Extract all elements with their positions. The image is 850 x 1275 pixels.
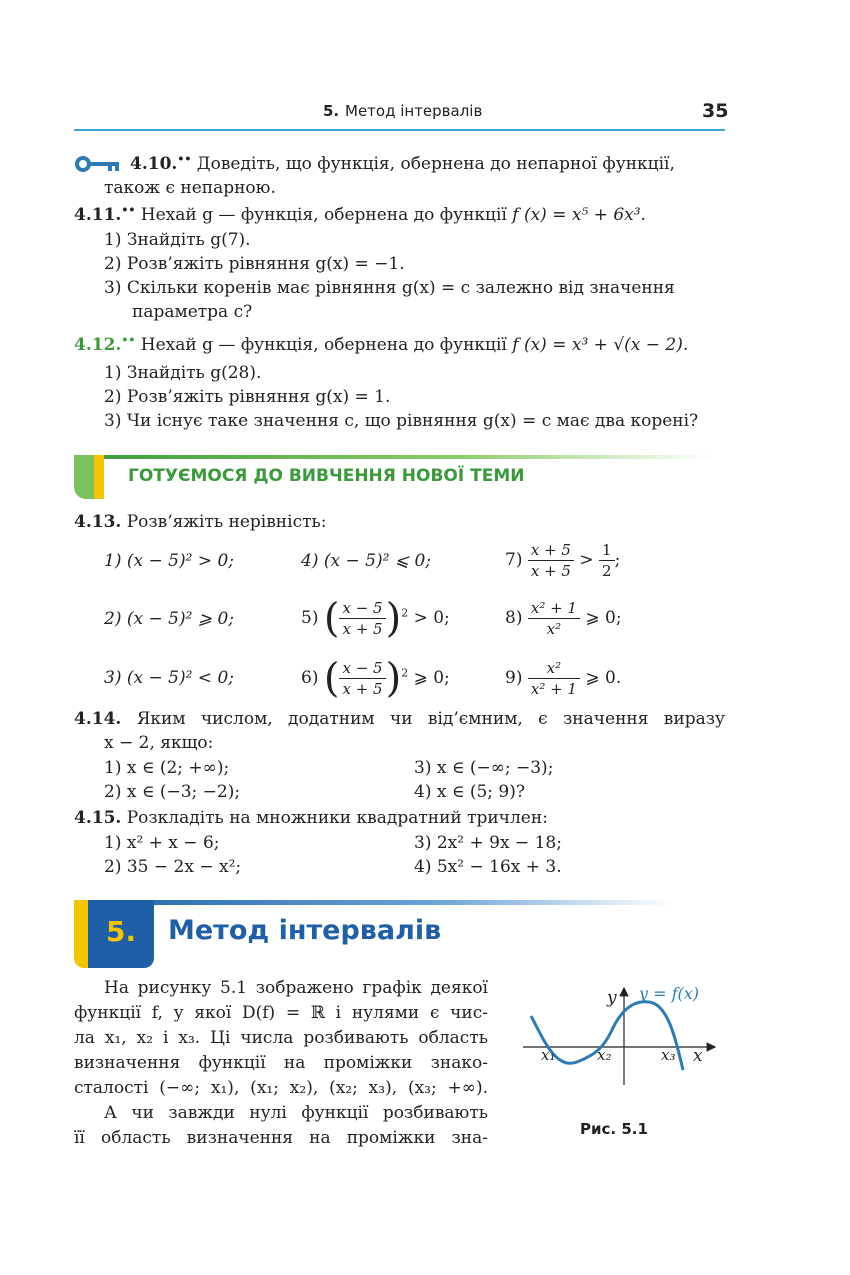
page-number: 35 bbox=[702, 100, 729, 122]
item: 1) Знайдіть g(28). bbox=[104, 363, 262, 383]
item-5: 5) ( $\frac{x - 5}{x + 5}$ )$^2$ > 0; bbox=[301, 595, 450, 642]
item: 2) Розв’яжіть рівняння g(x) = −1. bbox=[104, 254, 405, 274]
item: 2) Розв’яжіть рівняння g(x) = 1. bbox=[104, 387, 391, 407]
problem-4-12: 4.12.•• Нехай g — функція, обернена до функції f (x) = x³ + √(x − 2). bbox=[74, 333, 689, 355]
body-line: визначення функції на проміжки знако- bbox=[74, 1053, 488, 1073]
problem-text: Розкладіть на множники квадратний тричлен: bbox=[126, 808, 548, 828]
banner-title: ГОТУЄМОСЯ ДО ВИВЧЕННЯ НОВОЇ ТЕМИ bbox=[128, 466, 525, 486]
item: 4) 5x² − 16x + 3. bbox=[414, 857, 562, 877]
problem-text: Нехай g — функція, обернена до функції bbox=[140, 205, 507, 225]
problem-text: Розв’яжіть нерівність: bbox=[126, 512, 327, 532]
item-8: 8) $\frac{\text{x² + 1}}{\text{x²}}$ ⩾ 0; bbox=[505, 599, 622, 638]
body-line: А чи завжди нулі функції розбивають bbox=[104, 1103, 488, 1123]
header-rule bbox=[74, 129, 725, 131]
body-line: її область визначення на проміжки зна- bbox=[74, 1128, 488, 1148]
problem-number: 4.12. bbox=[74, 335, 122, 355]
item-6: 6) ( $\frac{x - 5}{x + 5}$ )$^2$ ⩾ 0; bbox=[301, 655, 450, 702]
problem-text: Доведіть, що функція, обернена до непарної функції, bbox=[196, 154, 675, 174]
header-section-title: Метод інтервалів bbox=[345, 102, 483, 120]
section-number: 5. bbox=[106, 915, 137, 948]
function-label: y = f(x) bbox=[639, 984, 700, 1003]
body-line: функції f, у якої D(f) = ℝ і нулями є чис- bbox=[74, 1003, 488, 1023]
problem-number: 4.14. bbox=[74, 709, 122, 729]
figure-5-1 bbox=[515, 980, 725, 1090]
banner-bar bbox=[74, 455, 714, 459]
problem-number: 4.10. bbox=[130, 154, 178, 174]
item-9: 9) $\frac{\text{x²}}{\text{x² + 1}}$ ⩾ 0. bbox=[505, 659, 622, 698]
problem-text: Нехай g — функція, обернена до функції bbox=[140, 335, 507, 355]
key-icon bbox=[74, 155, 122, 173]
item: 1) Знайдіть g(7). bbox=[104, 230, 251, 250]
problem-4-14 bbox=[74, 707, 725, 731]
body-line: На рисунку 5.1 зображено графік деякої bbox=[104, 978, 488, 998]
body-line: ла x₁, x₂ і x₃. Ці числа розбивають область bbox=[74, 1028, 488, 1048]
figure-caption: Рис. 5.1 bbox=[580, 1120, 648, 1138]
item: 3) (x − 5)² < 0; bbox=[104, 668, 234, 688]
item: 1) (x − 5)² > 0; bbox=[104, 551, 234, 571]
item: 4) x ∈ (5; 9)? bbox=[414, 782, 525, 802]
item: 3) 2x² + 9x − 18; bbox=[414, 833, 562, 853]
body-line: сталості (−∞; x₁), (x₁; x₂), (x₂; x₃), (x₃; +∞). bbox=[74, 1078, 488, 1098]
section-marker-yellow bbox=[74, 900, 88, 968]
x-axis-label: x bbox=[693, 1046, 703, 1066]
item: 4) (x − 5)² ⩽ 0; bbox=[301, 551, 431, 571]
problem-4-14-cont: x − 2, якщо: bbox=[104, 733, 214, 753]
item: 2) (x − 5)² ⩾ 0; bbox=[104, 609, 234, 629]
item: 1) x² + x − 6; bbox=[104, 833, 220, 853]
header-section-number: 5. bbox=[323, 102, 340, 120]
section-title: Метод інтервалів bbox=[168, 915, 442, 946]
banner-marker bbox=[74, 455, 94, 499]
problem-4-15 bbox=[74, 806, 548, 830]
banner-marker-inner bbox=[94, 455, 104, 499]
problem-number: 4.11. bbox=[74, 205, 122, 225]
problem-4-10-cont: також є непарною. bbox=[104, 178, 276, 198]
item-7: 7) $\frac{x + 5}{x + 5}$ > $\frac{1}{2}$ ; bbox=[505, 541, 621, 580]
item: 2) x ∈ (−3; −2); bbox=[104, 782, 241, 802]
problem-number: 4.13. bbox=[74, 512, 122, 532]
running-header bbox=[0, 100, 850, 126]
root-x3-label: x₃ bbox=[661, 1046, 676, 1064]
item: параметра c? bbox=[132, 302, 253, 322]
root-x1-label: x₁ bbox=[541, 1046, 556, 1064]
problem-4-13 bbox=[74, 510, 326, 534]
root-x2-label: x₂ bbox=[597, 1046, 612, 1064]
section-rule bbox=[74, 900, 674, 905]
item: 3) x ∈ (−∞; −3); bbox=[414, 758, 554, 778]
item: 3) Чи існує таке значення c, що рівняння g(x) = c має два корені? bbox=[104, 411, 699, 431]
problem-4-11: 4.11.•• Нехай g — функція, обернена до функції f (x) = x⁵ + 6x³. bbox=[74, 203, 646, 225]
item: 1) x ∈ (2; +∞); bbox=[104, 758, 230, 778]
formula: f (x) = x³ + √(x − 2). bbox=[512, 335, 689, 355]
formula: f (x) = x⁵ + 6x³. bbox=[512, 205, 646, 225]
problem-number: 4.15. bbox=[74, 808, 122, 828]
y-axis-label: y bbox=[607, 988, 617, 1008]
problem-text: Яким числом, додатним чи від’ємним, є значення виразу bbox=[136, 709, 726, 729]
problem-4-10: 4.10.•• Доведіть, що функція, обернена до непарної функції, bbox=[130, 152, 675, 174]
item: 2) 35 − 2x − x²; bbox=[104, 857, 242, 877]
item: 3) Скільки коренів має рівняння g(x) = c залежно від значення bbox=[104, 278, 675, 298]
